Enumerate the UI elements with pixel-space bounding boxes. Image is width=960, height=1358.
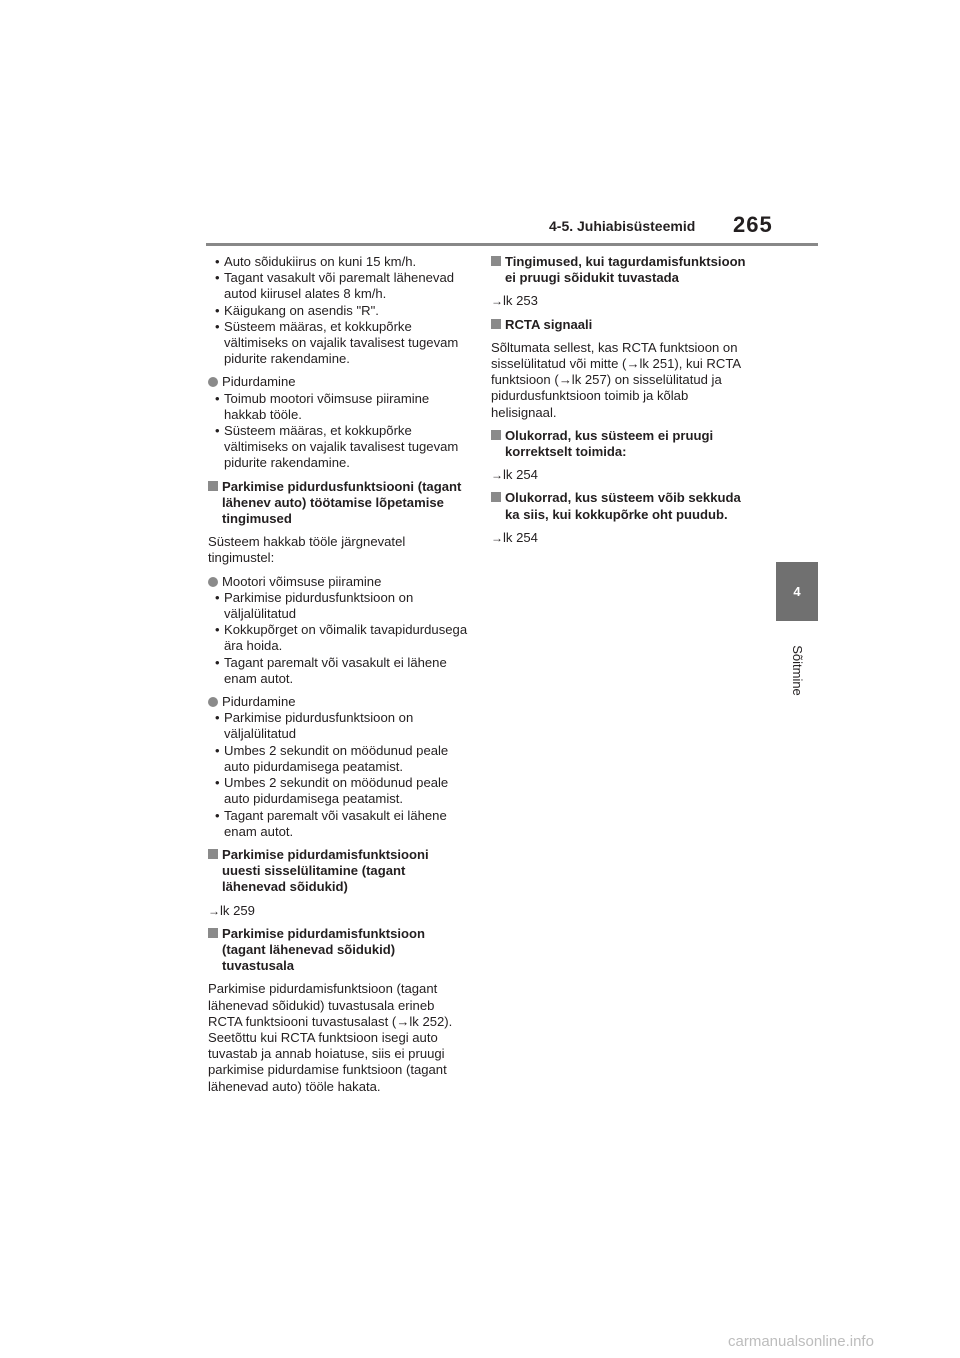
page-reference[interactable]: →lk 254	[491, 467, 538, 483]
paragraph: Süsteem hakkab tööle järgnevatel tingimustel:	[208, 534, 406, 566]
list-item: • Parkimise pidurdusfunktsioon on väljalülitatud	[208, 590, 468, 622]
list-item: • Umbes 2 sekundit on möödunud peale auto pidurdamisega peatamist.	[208, 743, 468, 775]
section-heading: Tingimused, kui tagurdamisfunktsioon ei pruugi sõidukit tuvastada	[491, 254, 751, 286]
page-reference[interactable]: lk 257	[571, 372, 607, 388]
list-item: • Auto sõidukiirus on kuni 15 km/h.	[208, 254, 468, 270]
right-column	[491, 254, 751, 553]
square-bullet-icon	[491, 430, 501, 440]
section-heading: Parkimise pidurdamisfunktsioon (tagant lähenevad sõidukid) tuvastusala	[208, 926, 468, 975]
chapter-tab	[776, 562, 818, 621]
braking-block	[208, 374, 468, 471]
page-reference[interactable]: lk 251	[639, 356, 675, 372]
page-reference[interactable]: lk 252	[409, 1013, 445, 1029]
section-heading: Parkimise pidurdusfunktsiooni (tagant lähenev auto) töötamise lõpetamise tingimused	[208, 479, 468, 528]
arrow-right-icon: →	[208, 903, 220, 918]
list-item: • Parkimise pidurdusfunktsioon on väljalülitatud	[208, 710, 468, 742]
section-title: 4-5. Juhiabisüsteemid	[549, 218, 696, 234]
arrow-right-icon: →	[491, 530, 503, 545]
engine-block	[208, 574, 468, 687]
square-bullet-icon	[491, 492, 501, 502]
arrow-right-icon: →	[626, 356, 640, 372]
arrow-right-icon: →	[558, 372, 572, 388]
list-item: • Käigukang on asendis "R".	[208, 303, 468, 319]
left-column	[208, 254, 468, 1102]
header-rule	[206, 243, 818, 246]
square-bullet-icon	[491, 319, 501, 329]
watermark: carmanualsonline.info	[728, 1333, 874, 1350]
circle-heading: Mootori võimsuse piiramine	[208, 574, 468, 590]
arrow-right-icon: →	[491, 468, 503, 483]
list-item: • Süsteem määras, et kokkupõrke vältimiseks on vajalik tavalisest tugevam pidurite rakendamine.	[208, 423, 468, 472]
circle-heading: Pidurdamine	[208, 374, 468, 390]
chapter-tab-number: 4	[793, 584, 801, 599]
list-item: • Tagant paremalt või vasakult ei lähene enam autot.	[208, 808, 468, 840]
section-heading: Olukorrad, kus süsteem võib sekkuda ka siis, kui kokkupõrke oht puudub.	[491, 490, 751, 522]
square-bullet-icon	[208, 481, 218, 491]
circle-bullet-icon	[208, 697, 218, 707]
square-bullet-icon	[491, 256, 501, 266]
section-heading: Parkimise pidurdamisfunktsiooni uuesti sisselülitamine (tagant lähenevad sõidukid)	[208, 847, 468, 896]
arrow-right-icon: →	[491, 294, 503, 309]
arrow-right-icon: →	[396, 1013, 410, 1029]
list-item: • Toimub mootori võimsuse piiramine hakkab tööle.	[208, 391, 468, 423]
circle-bullet-icon	[208, 377, 218, 387]
page-number: 265	[733, 212, 773, 237]
square-bullet-icon	[208, 928, 218, 938]
list-item: • Umbes 2 sekundit on möödunud peale auto pidurdamisega peatamist.	[208, 775, 468, 807]
list-item: • Süsteem määras, et kokkupõrke vältimiseks on vajalik tavalisest tugevam pidurite rakendamine.	[208, 319, 468, 368]
list-item: • Kokkupõrget on võimalik tavapidurdusega ära hoida.	[208, 622, 468, 654]
list-item: • Tagant paremalt või vasakult ei lähene enam autot.	[208, 655, 468, 687]
square-bullet-icon	[208, 849, 218, 859]
paragraph: Parkimise pidurdamisfunktsioon (tagant lähenevad sõidukid) tuvastusala erineb RCTA funktsiooni tuvastusalast (→lk 252). Seetõttu kui RCTA funktsioon isegi auto tuvastab ja annab hoiatuse, siis ei pruugi parkimise pidurdamise funktsioon (tagant lähenevad auto) tööle hakata.	[208, 981, 453, 1094]
section-heading: RCTA signaali	[491, 317, 751, 333]
page-reference[interactable]: →lk 253	[491, 293, 538, 309]
circle-heading: Pidurdamine	[208, 694, 468, 710]
page-reference[interactable]: →lk 254	[491, 529, 538, 545]
intro-list	[208, 254, 468, 367]
braking2-block	[208, 694, 468, 840]
circle-bullet-icon	[208, 577, 218, 587]
page-reference[interactable]: →lk 259	[208, 902, 255, 918]
section-heading: Olukorrad, kus süsteem ei pruugi korrektselt toimida:	[491, 428, 751, 460]
chapter-side-label: Sõitmine	[789, 644, 805, 696]
paragraph: Sõltumata sellest, kas RCTA funktsioon on sisselülitatud või mitte (→lk 251), kui RCTA funktsioon (→lk 257) on sisselülitatud ja pidurdusfunktsioon toimib ja kõlab helisignaal.	[491, 339, 741, 420]
list-item: • Tagant vasakult või paremalt lähenevad autod kiirusel alates 8 km/h.	[208, 270, 468, 302]
